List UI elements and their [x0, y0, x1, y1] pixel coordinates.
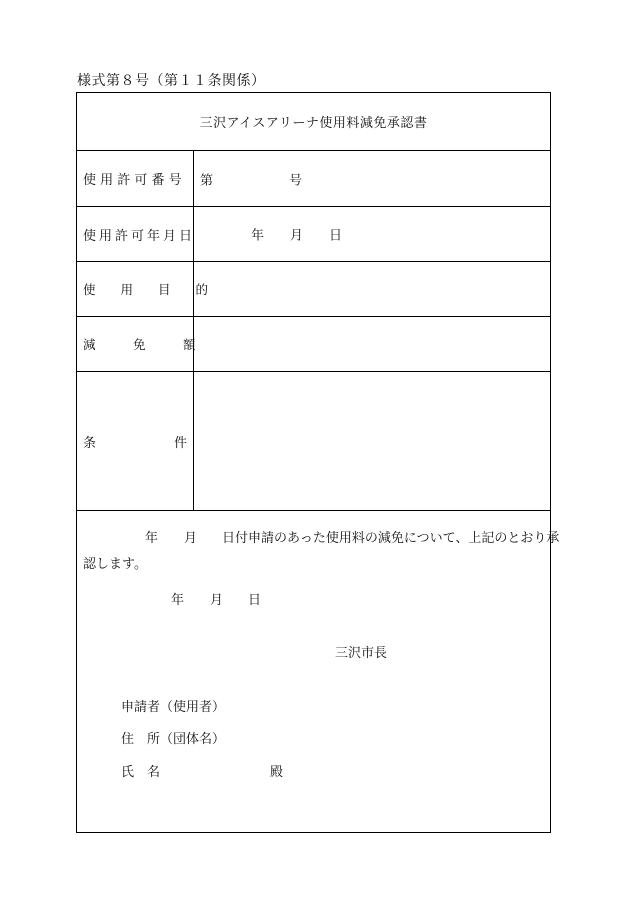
conditions-label-cell — [77, 372, 194, 510]
title-row — [77, 93, 550, 151]
honorific: 殿 — [270, 765, 284, 780]
permit-date-label: 使用許可年月日 — [83, 228, 196, 244]
permit-date-row — [77, 207, 550, 262]
address-label: 住 所（団体名） — [121, 732, 226, 747]
purpose-value — [194, 262, 550, 316]
purpose-label: 使 用 目 的 — [83, 282, 209, 297]
statement-year: 年 — [145, 531, 159, 546]
permit-date-year: 年 — [251, 228, 265, 244]
conditions-label-right: 件 — [173, 435, 187, 451]
exemption-amount-label-cell — [77, 317, 194, 371]
form-number: 様式第８号（第１１条関係） — [77, 73, 266, 89]
permit-number-label: 使 用 許 可 番 号 — [83, 173, 182, 188]
permit-date-value — [194, 207, 550, 261]
permit-number-value — [194, 151, 550, 206]
purpose-label-cell — [77, 262, 209, 316]
permit-number-row — [77, 151, 550, 207]
name-label: 氏 名 — [121, 765, 161, 780]
permit-number-suffix: 号 — [289, 173, 303, 188]
permit-date-month: 月 — [290, 228, 304, 244]
permit-date-day: 日 — [329, 228, 343, 244]
approval-section — [77, 511, 560, 832]
conditions-label-left: 条 — [83, 435, 97, 451]
purpose-row — [77, 262, 550, 317]
applicant-label: 申請者（使用者） — [121, 700, 226, 715]
exemption-amount-label: 減 免 額 — [83, 337, 196, 352]
permit-number-prefix: 第 — [200, 173, 214, 188]
permit-number-label-cell — [77, 151, 194, 206]
exemption-amount-value — [194, 317, 550, 371]
statement-text: 日付申請のあった使用料の減免について、上記のとおり承 — [222, 531, 560, 546]
issuer: 三沢市長 — [335, 646, 388, 661]
document-title: 三沢アイスアリーナ使用料減免承認書 — [199, 116, 428, 131]
conditions-value — [194, 372, 550, 510]
approval-date-month: 月 — [210, 593, 224, 608]
approval-date-day: 日 — [248, 593, 262, 608]
exemption-amount-row — [77, 317, 550, 372]
approval-date-year: 年 — [171, 593, 185, 608]
approval-form — [76, 92, 560, 833]
statement-text-line2: 認します。 — [83, 557, 147, 572]
statement-month: 月 — [184, 531, 198, 546]
permit-date-label-cell — [77, 207, 194, 261]
conditions-row — [77, 372, 550, 511]
